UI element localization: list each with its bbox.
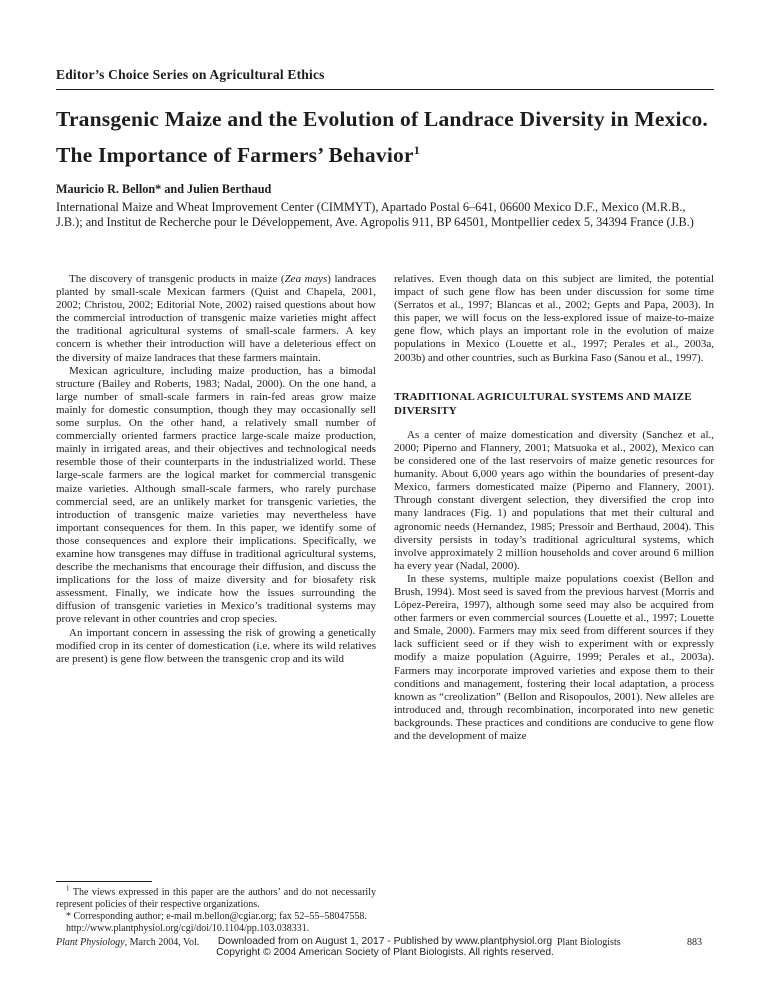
paper-title [56,101,724,173]
footnote-disclaimer [56,887,376,911]
authors-line: Mauricio R. Bellon* and Julien Berthaud [56,182,272,196]
paragraph-intro [56,273,376,365]
footnote-corresponding-author: * Corresponding author; e-mail m.bellon@cgiar.org; fax 52–55–58047558. [66,911,367,923]
species-name-italic: Zea mays [284,273,328,285]
footnote-mark: 1 [66,885,70,894]
paragraph-seed-systems: In these systems, multiple maize populations coexist (Bellon and Brush, 1994). Most seed is saved from the previous harvest (Morris and López-Pereira, 1997), although some seed may also be acquired from other farmers or even commercial sources (Louette et al., 1997; Louette and Smale, 2000). Farmers may mix seed from different sources if they lack sufficient seed or if they wish to experiment with or expressly modify a maize population (Aguirre, 1999; Perales et al., 2003a). Farmers may incorporate improved varieties and expose them to their conditions and management, fostering their local adaptation, a process known as “creolization” (Bellon and Risopoulos, 2001). New alleles are introduced and, through recombination, incorporated into new genetic backgrounds. These practices and conditions are conducive to gene flow and the development of maize [394,572,714,742]
right-column [394,273,714,935]
footnote-doi-url: http://www.plantphysiol.org/cgi/doi/10.1104/pp.103.038331. [66,923,310,935]
section-heading-traditional-systems: TRADITIONAL AGRICULTURAL SYSTEMS AND MAIZE DIVERSITY [394,390,692,418]
series-rule [56,89,714,90]
paragraph-intro-post: ) landraces planted by small-scale Mexican farmers (Quist and Chapela, 2001, 2002; Christou, 2002; Editorial Note, 2002) raised questions about how the commercial introduction of transgenic maize varieties might affect the traditional agricultural systems of small-scale farmers. A key concern is whether their introduction will have a deleterious effect on the diversity of maize landraces that these farmers maintain. [56,273,377,364]
paragraph-gene-flow: relatives. Even though data on this subject are limited, the potential impact of such gene flow has been under discussion for some time (Serratos et al., 1997; Blancas et al., 2002; Gepts and Papa, 2003). In this paper, we will focus on the less-explored issue of maize-to-maize gene flow, which plays an important role in the evolution of maize populations in Mexico (Louette et al., 1997; Perales et al., 2003a, 2003b) and other countries, such as Burkina Faso (Sanou et al., 1997). [394,273,714,364]
body-columns [56,273,714,935]
left-column [56,273,376,935]
paragraph-domestication: As a center of maize domestication and diversity (Sanchez et al., 2000; Piperno and Flannery, 2001; Matsuoka et al., 2002), Mexico can be considered one of the last reservoirs of maize genetic resources for humanity. About 6,000 years ago within the boundaries of present-day Mexico, farmers domesticated maize (Piperno and Flannery, 2001). Through constant divergent selection, they diversified the crop into many landraces (Fig. 1) and populations that met their cultural and agronomic needs (Hernandez, 1985; Pressoir and Berthaud, 2004). This diversity persists in today’s traditional agricultural systems, which involve approximately 2 million households and cover around 6 million ha every year (Nadal, 2000). [394,428,714,572]
journal-citation-end: Plant Biologists [557,937,621,948]
title-footnote-mark: 1 [413,142,420,157]
paper-title-text: Transgenic Maize and the Evolution of Landrace Diversity in Mexico. The Importance of Farmers’ Behavior [56,107,708,167]
series-header: Editor’s Choice Series on Agricultural Ethics [56,67,325,82]
footnote-rule [56,881,152,882]
page-number: 883 [687,937,702,948]
footnote-disclaimer-text: The views expressed in this paper are the authors’ and do not necessarily represent policies of their respective organizations. [56,887,376,911]
paragraph-bimodal-structure: Mexican agriculture, including maize production, has a bimodal structure (Bailey and Roberts, 1983; Nadal, 2000). On the one hand, a large number of small-scale farmers in rain-fed areas grow maize mainly for domestic consumption, though they may occasionally sell some surplus. On the other hand, a relatively small number of commercially oriented farmers practice large-scale maize production, mainly in irrigated areas, and their objectives and technological needs resemble those of their counterparts in the industrialized world. These large-scale farmers are the logical market for commercial transgenic maize varieties. Although small-scale farmers, who rarely purchase commercial seed, are an unlikely market for transgenic varieties, the introduction of transgenic maize varieties may nevertheless have important consequences for them. In this paper, we identify some of those consequences and explore their implications. Specifically, we examine how transgenes may diffuse in traditional agricultural systems, describe the mechanisms that encourage their diffusion, and discuss the implications for the loss of maize diversity and for biosafety risk assessment. Finally, we indicate how the issues surrounding the diffusion of transgenic varieties in Mexico’s traditional systems may prove relevant in other countries and crop species. [56,364,376,626]
footnote-block [56,875,376,935]
paragraph-intro-pre: The discovery of transgenic products in maize ( [69,273,285,285]
journal-citation [56,937,199,948]
journal-name-italic: Plant Physiology [56,937,125,948]
journal-citation-rest: , March 2004, Vol. [124,937,200,948]
page-footer [56,937,714,963]
affiliation: International Maize and Wheat Improvement Center (CIMMYT), Apartado Postal 6–641, 06600 Mexico D.F., Mexico (M.R.B., J.B.); and Institut de Recherche pour le Développement, Ave. Agropolis 911, BP 64501, Montpellier cedex 5, 34394 France (J.B.) [56,200,694,230]
paragraph-risk-concern: An important concern in assessing the risk of growing a genetically modified crop in its center of domestication (i.e. where its wild relatives are present) is gene flow between the transgenic crop and its wild [56,626,376,665]
copyright-line: Copyright © 2004 American Society of Plant Biologists. All rights reserved. [216,947,554,958]
download-stamp-line: Downloaded from on August 1, 2017 - Published by www.plantphysiol.org [217,936,553,947]
